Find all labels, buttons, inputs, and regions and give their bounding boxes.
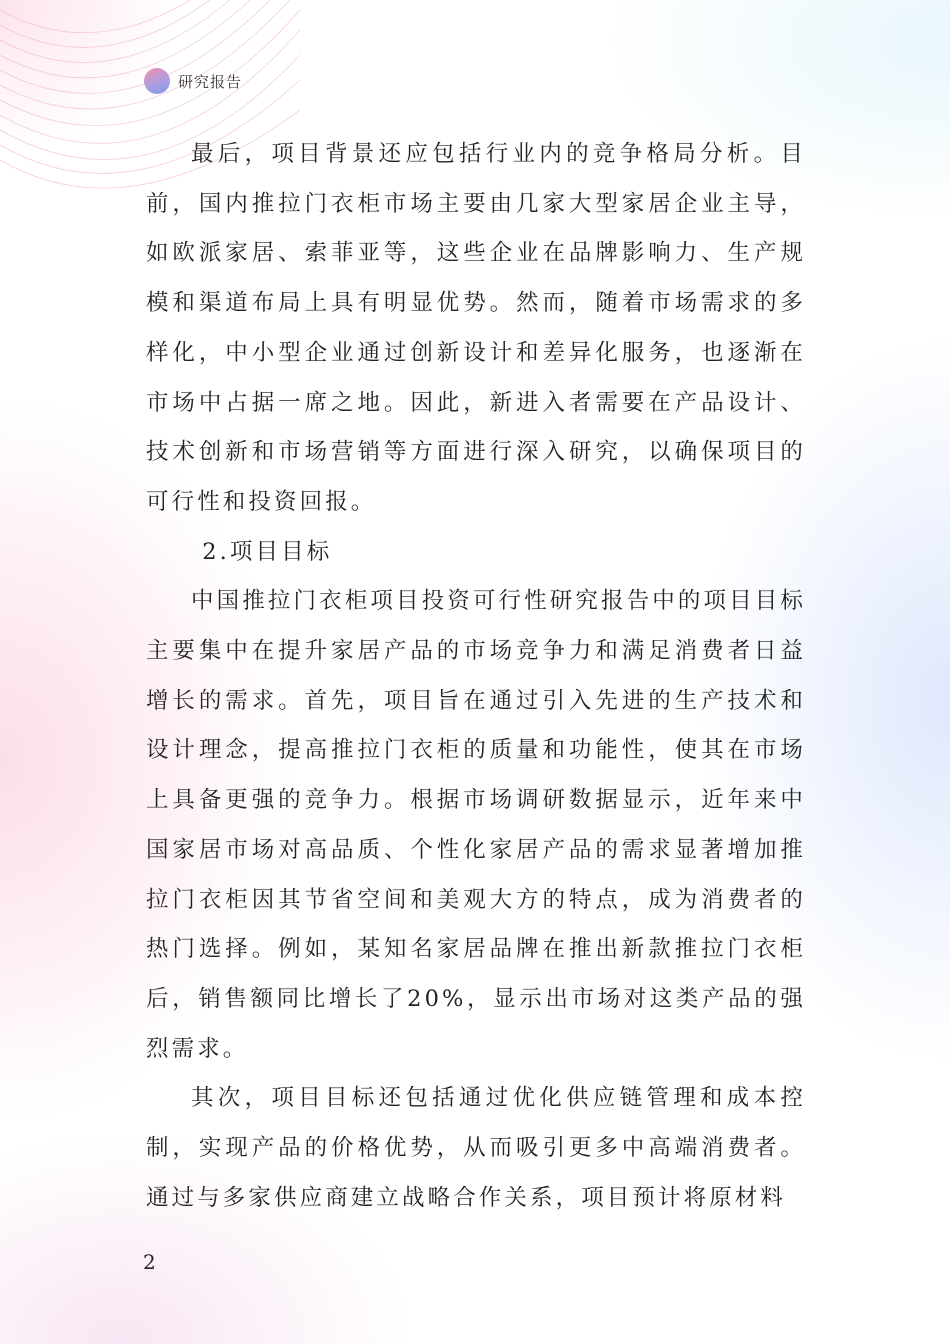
logo-circle-icon xyxy=(144,68,170,94)
body-paragraph: 其次，项目目标还包括通过优化供应链管理和成本控制，实现产品的价格优势，从而吸引更多中高端消费者。通过与多家供应商建立战略合作关系，项目预计将原材料 xyxy=(146,1085,806,1211)
page-number: 2 xyxy=(143,1250,156,1274)
section-heading: 2.项目目标 xyxy=(202,538,333,565)
body-paragraph: 最后，项目背景还应包括行业内的竞争格局分析。目前，国内推拉门衣柜市场主要由几家大型家居企业主导，如欧派家居、索菲亚等，这些企业在品牌影响力、生产规模和渠道布局上具有明显优势。然而，随着市场需求的多样化，中小型企业通过创新设计和差异化服务，也逐渐在市场中占据一席之地。因此，新进入者需要在产品设计、技术创新和市场营销等方面进行深入研究，以确保项目的可行性和投资回报。 xyxy=(146,141,806,515)
body-paragraph: 中国推拉门衣柜项目投资可行性研究报告中的项目目标主要集中在提升家居产品的市场竞争力和满足消费者日益增长的需求。首先，项目旨在通过引入先进的生产技术和设计理念，提高推拉门衣柜的质量和功能性，使其在市场上具备更强的竞争力。根据市场调研数据显示，近年来中国家居市场对高品质、个性化家居产品的需求显著增加推拉门衣柜因其节省空间和美观大方的特点，成为消费者的热门选择。例如，某知名家居品牌在推出新款推拉门衣柜后，销售额同比增长了20%，显示出市场对这类产品的强烈需求。 xyxy=(146,588,806,1062)
document-header xyxy=(144,68,242,94)
document-body xyxy=(146,130,806,1223)
header-title: 研究报告 xyxy=(178,72,243,91)
